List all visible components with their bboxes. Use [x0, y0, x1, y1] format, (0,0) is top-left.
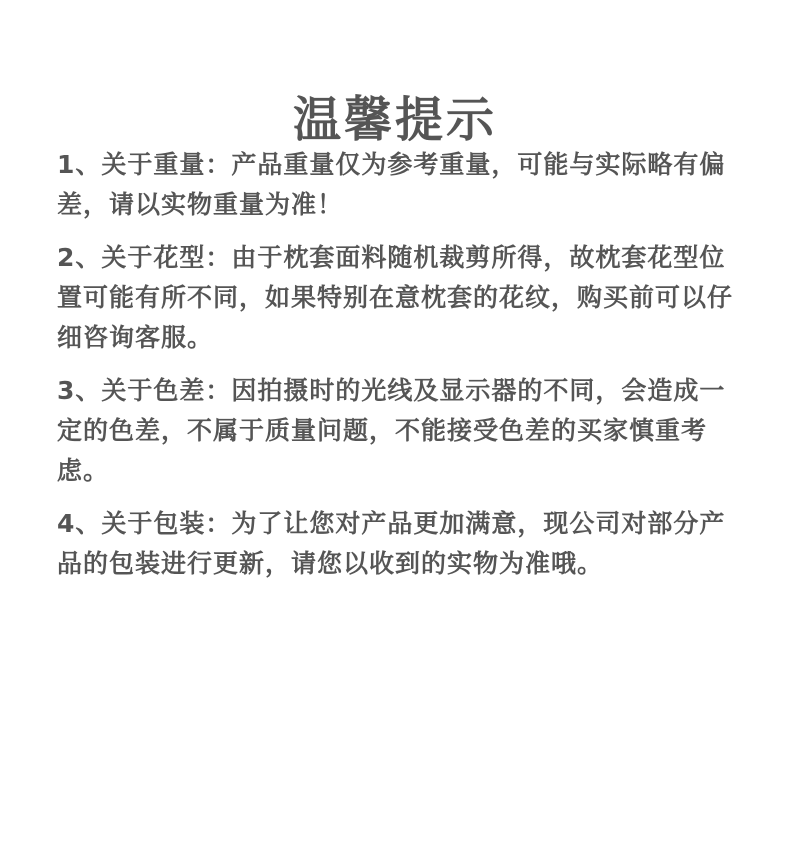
notice-item-color: 3、关于色差：因拍摄时的光线及显示器的不同，会造成一定的色差，不属于质量问题，不能接受色差的买家慎重考虑。 — [57, 376, 726, 485]
page-title: 温馨提示 — [292, 92, 497, 149]
notice-item-weight: 1、关于重量：产品重量仅为参考重量，可能与实际略有偏差，请以实物重量为准！ — [57, 150, 726, 219]
notice-item-packaging: 4、关于包装：为了让您对产品更加满意，现公司对部分产品的包装进行更新，请您以收到的实物为准哦。 — [57, 509, 726, 578]
notice-list — [57, 145, 733, 597]
notice-item-pattern: 2、关于花型：由于枕套面料随机裁剪所得，故枕套花型位置可能有所不同，如果特别在意枕套的花纹，购买前可以仔细咨询客服。 — [57, 243, 734, 352]
